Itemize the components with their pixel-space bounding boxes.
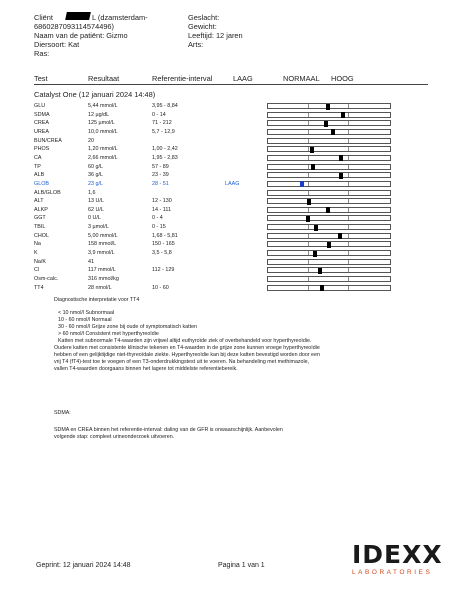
normal-high-divider (348, 277, 349, 281)
result-marker (306, 216, 310, 222)
col-low: LAAG (233, 74, 253, 83)
reference-range: 12 - 130 (152, 198, 172, 205)
result-value: 3,9 mmol/L (88, 250, 115, 257)
low-normal-divider (308, 260, 309, 264)
sex: Geslacht: (188, 13, 220, 22)
low-normal-divider (308, 225, 309, 229)
reference-range: 5,7 - 12,9 (152, 128, 175, 135)
normal-high-divider (348, 121, 349, 125)
sdma-line-2: volgende stap: compleet urineonderzoek uitvoeren. (54, 434, 175, 440)
range-bar (267, 120, 391, 126)
result-value: 5,44 mmol/L (88, 103, 118, 109)
low-normal-divider (308, 130, 309, 134)
test-name: ALB/GLOB (34, 189, 61, 196)
interpretation-line: < 10 nmol/l Subnormaal (58, 310, 115, 316)
result-marker (313, 251, 317, 257)
reference-range: 150 - 165 (152, 241, 175, 248)
page-number: Pagina 1 van 1 (218, 562, 265, 569)
normal-high-divider (348, 104, 349, 108)
result-marker (300, 181, 304, 187)
client-id-number: 6860287093114574496) (34, 22, 115, 31)
normal-high-divider (348, 147, 349, 151)
test-name: GGT (34, 215, 46, 222)
result-value: 1,20 mmol/L (88, 146, 118, 153)
result-marker (338, 233, 342, 239)
low-normal-divider (308, 234, 309, 238)
range-bar (267, 181, 391, 187)
range-bar (267, 233, 391, 239)
range-bar (267, 276, 391, 282)
normal-high-divider (348, 260, 349, 264)
low-normal-divider (308, 286, 309, 290)
result-value: 28 nmol/L (88, 284, 112, 291)
result-value: 20 (88, 137, 94, 144)
low-normal-divider (308, 121, 309, 125)
col-result: Resultaat (88, 74, 120, 83)
reference-range: 3,95 - 8,84 (152, 103, 178, 109)
interpretation-line: 10 - 60 nmol/l Normaal (58, 317, 112, 323)
normal-high-divider (348, 286, 349, 290)
normal-high-divider (348, 242, 349, 246)
normal-high-divider (348, 139, 349, 143)
species: Diersoort: Kat (34, 40, 80, 49)
low-normal-divider (308, 173, 309, 177)
range-bar (267, 164, 391, 170)
result-marker (318, 268, 322, 274)
result-marker (311, 164, 315, 170)
range-bar (267, 112, 391, 118)
normal-high-divider (348, 208, 349, 212)
flag-label: LAAG (225, 180, 240, 187)
interpretation-line: Oudere katten met consistente klinische tekenen en T4-waarden in de grijze zone kunnen vroege hyperthyreoïdie (54, 345, 320, 351)
sdma-line-1: SDMA en CREA binnen het referentie-interval: daling van de GFR is onwaarschijnlijk. Aanbevolen (54, 427, 283, 433)
low-normal-divider (308, 268, 309, 272)
test-name: Osm-calc. (34, 276, 59, 282)
result-marker (326, 207, 330, 213)
low-normal-divider (308, 113, 309, 117)
client-label: Cliënt (34, 13, 53, 22)
printed-date: Geprint: 12 januari 2024 14:48 (36, 562, 131, 569)
reference-range: 0 - 4 (152, 215, 163, 222)
result-value: 41 (88, 258, 94, 265)
range-bar (267, 250, 391, 256)
test-name: BUN/CREA (34, 137, 62, 144)
test-name: UREA (34, 128, 49, 135)
result-value: 60 g/L (88, 163, 103, 170)
result-value: 0 U/L (88, 215, 101, 222)
range-bar (267, 285, 391, 291)
low-normal-divider (308, 104, 309, 108)
range-bar (267, 215, 391, 221)
normal-high-divider (348, 268, 349, 272)
test-name: PHOS (34, 146, 50, 153)
range-bar (267, 155, 391, 161)
range-bar (267, 103, 391, 109)
range-bar (267, 198, 391, 204)
normal-high-divider (348, 130, 349, 134)
test-name: ALB (34, 172, 45, 179)
reference-range: 10 - 60 (152, 284, 169, 291)
low-normal-divider (308, 156, 309, 160)
low-normal-divider (308, 191, 309, 195)
interpretation-line: vallen T4-waarden doorgaans binnen het lagere tot middelste referentiebereik. (54, 366, 238, 372)
result-marker (314, 225, 318, 231)
result-value: 10,0 mmol/L (88, 128, 118, 135)
reference-range: 1,95 - 2,83 (152, 154, 178, 161)
interpretation-line: hebben of een gelijktijdige niet-thyreoïdale ziekte. Hyperthyreoïdie kan bij deze katten bevestigd worden door een (54, 352, 320, 358)
reference-range: 28 - 51 (152, 180, 169, 187)
normal-high-divider (348, 199, 349, 203)
result-marker (326, 104, 330, 110)
low-normal-divider (308, 277, 309, 281)
logo-sub: LABORATORIES (352, 569, 433, 576)
normal-high-divider (348, 234, 349, 238)
client-id-part: L (dzamsterdam- (92, 13, 148, 22)
result-marker (324, 121, 328, 127)
reference-range: 57 - 89 (152, 163, 169, 170)
patient-name: Naam van de patiënt: Gizmo (34, 31, 128, 40)
reference-range: 1,00 - 2,42 (152, 146, 178, 153)
section-title: Catalyst One (12 januari 2024 14:48) (34, 90, 156, 99)
test-name: Na/K (34, 258, 46, 265)
sdma-title: SDMA: (54, 410, 71, 416)
result-value: 62 U/L (88, 206, 104, 213)
test-name: GLU (34, 103, 46, 109)
range-bar (267, 172, 391, 178)
result-marker (320, 285, 324, 291)
result-value: 1,6 (88, 189, 96, 196)
result-value: 316 mmol/kg (88, 276, 119, 282)
reference-range: 14 - 111 (152, 206, 171, 213)
col-normal: NORMAAL (283, 74, 320, 83)
range-bar (267, 129, 391, 135)
normal-high-divider (348, 191, 349, 195)
result-value: 13 U/L (88, 198, 104, 205)
low-normal-divider (308, 139, 309, 143)
low-normal-divider (308, 147, 309, 151)
test-name: SDMA (34, 111, 50, 118)
col-test: Test (34, 74, 48, 83)
range-bar (267, 267, 391, 273)
result-marker (341, 112, 345, 118)
result-value: 36 g/L (88, 172, 103, 179)
reference-range: 1,68 - 5,81 (152, 232, 178, 239)
result-value: 3 µmol/L (88, 224, 109, 231)
result-marker (307, 199, 311, 205)
low-normal-divider (308, 182, 309, 186)
reference-range: 3,5 - 5,8 (152, 250, 172, 257)
range-bar (267, 207, 391, 213)
reference-range: 0 - 14 (152, 111, 166, 118)
low-normal-divider (308, 208, 309, 212)
range-bar (267, 138, 391, 144)
logo-name: IDEXX (352, 540, 443, 569)
normal-high-divider (348, 156, 349, 160)
interpretation-line: vrij T4 (fT4)-test toe te voegen of een T3-onderdrukkingstest uit te voeren. Na behandeling met methimazole, (54, 359, 310, 365)
interpretation-line: Katten met subnormale T4-waarden zijn vrijwel altijd euthyroïde ziek of overbehandeld voor hyperthyreoïdie. (58, 338, 312, 344)
breed: Ras: (34, 49, 50, 58)
test-name: Cl (34, 267, 40, 274)
range-bar (267, 190, 391, 196)
test-name: ALT (34, 198, 44, 205)
redaction-mark (65, 12, 91, 20)
col-reference: Referentie-interval (152, 74, 213, 83)
test-name: TBIL (34, 224, 46, 231)
age: Leeftijd: 12 jaren (188, 31, 243, 40)
range-bar (267, 241, 391, 247)
low-normal-divider (308, 251, 309, 255)
result-marker (310, 147, 314, 153)
result-value: 125 µmol/L (88, 120, 115, 127)
result-marker (339, 155, 343, 161)
test-name: GLOB (34, 180, 49, 187)
weight: Gewicht: (188, 22, 217, 31)
result-value: 117 mmol/L (88, 267, 116, 274)
result-value: 12 µg/dL (88, 111, 110, 118)
reference-range: 0 - 15 (152, 224, 166, 231)
result-marker (327, 242, 331, 248)
normal-high-divider (348, 251, 349, 255)
test-name: CA (34, 154, 42, 161)
vet: Arts: (188, 40, 204, 49)
normal-high-divider (348, 113, 349, 117)
result-value: 2,66 mmol/L (88, 154, 118, 161)
normal-high-divider (348, 182, 349, 186)
test-name: K (34, 250, 38, 257)
result-marker (331, 129, 335, 135)
result-value: 23 g/L (88, 180, 103, 187)
normal-high-divider (348, 216, 349, 220)
interpretation-title: Diagnostische interpretatie voor TT4 (54, 297, 140, 303)
test-name: CREA (34, 120, 49, 127)
test-name: Na (34, 241, 41, 248)
normal-high-divider (348, 225, 349, 229)
idexx-logo (352, 542, 443, 576)
range-bar (267, 146, 391, 152)
normal-high-divider (348, 165, 349, 169)
test-name: TT4 (34, 284, 44, 291)
normal-high-divider (348, 173, 349, 177)
reference-range: 23 - 39 (152, 172, 169, 179)
result-marker (339, 173, 343, 179)
reference-range: 71 - 212 (152, 120, 172, 127)
low-normal-divider (308, 165, 309, 169)
range-bar (267, 224, 391, 230)
result-value: 158 mmol/L (88, 241, 117, 248)
test-name: TP (34, 163, 41, 170)
reference-range: 112 - 129 (152, 267, 175, 274)
low-normal-divider (308, 242, 309, 246)
test-name: ALKP (34, 206, 48, 213)
test-name: CHOL (34, 232, 49, 239)
interpretation-line: > 60 nmol/l Consistent met hyperthyreoïdie (58, 331, 159, 337)
col-high: HOOG (331, 74, 354, 83)
header-rule (34, 84, 428, 85)
interpretation-line: 30 - 60 nmol/l Grijze zone bij oude of symptomatisch katten (58, 324, 197, 330)
range-bar (267, 259, 391, 265)
result-value: 5,00 mmol/L (88, 232, 118, 239)
